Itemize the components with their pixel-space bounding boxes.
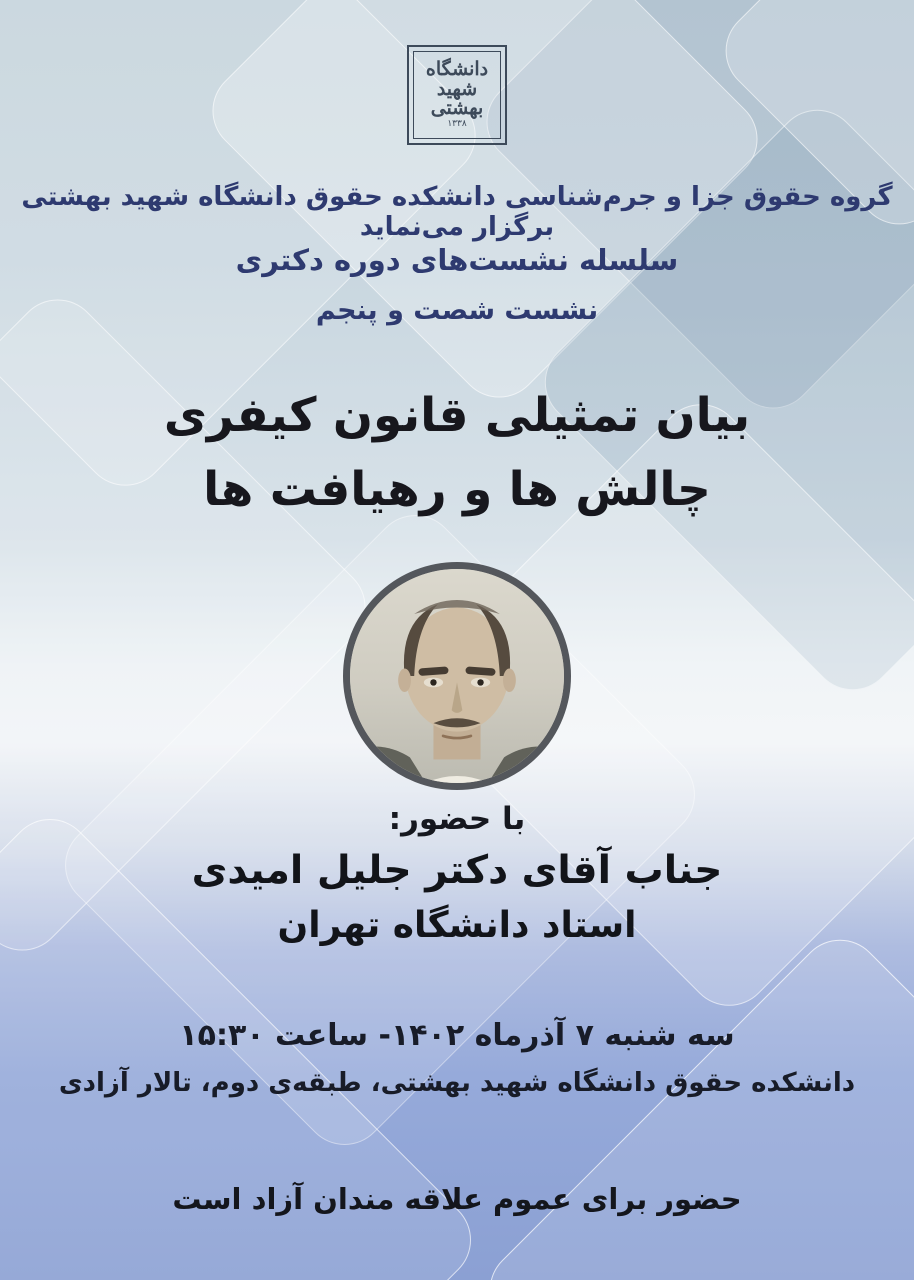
seal-year: ۱۳۳۸ (447, 119, 467, 130)
event-title-line1: بیان تمثیلی قانون کیفری (163, 388, 751, 443)
seal-word-3: بهشتی (430, 97, 484, 120)
event-location: دانشکده حقوق دانشگاه شهید بهشتی، طبقه‌ی دوم، تالار آزادی (58, 1068, 856, 1098)
event-datetime: سه شنبه ۷ آذرماه ۱۴۰۲- ساعت ۱۵:۳۰ (179, 1018, 735, 1053)
event-title-line2: چالش ها و رهیافت ها (203, 462, 711, 517)
open-attendance-note: حضور برای عموم علاقه مندان آزاد است (172, 1182, 742, 1216)
series-line: سلسله نشست‌های دوره دکتری (235, 243, 679, 277)
speaker-affiliation: استاد دانشگاه تهران (277, 905, 637, 946)
seal-word-2: شهید (436, 77, 478, 100)
speaker-photo (343, 562, 571, 790)
university-seal-icon (407, 45, 507, 145)
session-number-line: نشست شصت و پنجم (315, 295, 599, 326)
seal-word-1: دانشگاه (425, 58, 489, 81)
speaker-intro-label: با حضور: (388, 801, 526, 837)
speaker-portrait-illustration (350, 569, 564, 783)
organizer-line: گروه حقوق جزا و جرم‌شناسی دانشکده حقوق دانشگاه شهید بهشتی برگزار می‌نماید (21, 182, 893, 242)
university-seal-calligraphy (413, 51, 501, 139)
speaker-name: جناب آقای دکتر جلیل امیدی (191, 848, 723, 893)
